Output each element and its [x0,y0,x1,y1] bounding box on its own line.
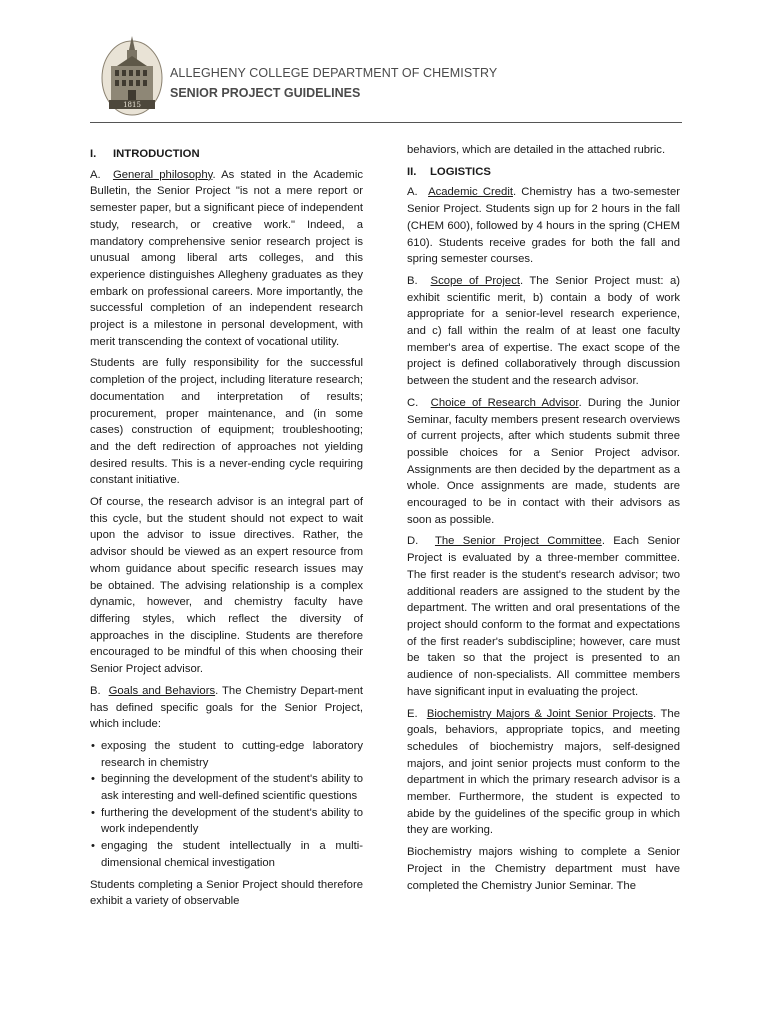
subheading-senior-project-committee: The Senior Project Committee [434,535,602,548]
section-heading-logistics [407,164,680,181]
department-title: ALLEGHENY COLLEGE DEPARTMENT OF CHEMISTRY [170,66,498,80]
paragraph-advisor-role: Of course, the research advisor is an integral part of this cycle, but the student should not expect to wait upon the advisor to issue directives. Rather, the advisor should be viewed as an expert resource from whom guidance about specific research issues may be obtained. The advising relationship is a complex dynamic, however, and chemistry faculty have differing styles, which reflect the diversity of approaches in the discipline. Students are therefore encouraged to be mindful of this when choosing their Senior Project advisor. [90,496,363,676]
item-label: C. [407,396,419,409]
list-item: • furthering the development of the student's ability to work independently [90,805,363,838]
subheading-general-philosophy: General philosophy [112,168,213,181]
paragraph-senior-project-committee [407,533,680,700]
list-item: • exposing the student to cutting-edge laboratory research in chemistry [90,738,363,771]
paragraph-goals-behaviors [90,683,363,733]
paragraph-text: . Each Senior Project is evaluated by a three-member committee. The first reader is the student's research advisor; two additional readers are assigned to the student by the department. The written and oral presentations of the project should conform to the format and expectations of the first reader's subdiscipline; however, care must be taken so that the project is presented to an audience of non-specialists. All committee members have significant input in evaluating the project. [407,535,680,698]
paragraph-general-philosophy [90,167,363,351]
college-seal-logo [101,32,163,116]
document-title: SENIOR PROJECT GUIDELINES [170,86,361,100]
right-column [407,142,680,899]
item-label: A. [407,186,418,199]
subheading-biochemistry-majors: Biochemistry Majors & Joint Senior Projects [426,707,654,720]
paragraph-junior-seminar: Biochemistry majors wishing to complete a Senior Project in the Chemistry department must have completed the Chemistry Junior Seminar. The [407,846,680,892]
paragraph-biochemistry-majors [407,706,680,840]
list-item: • beginning the development of the student's ability to ask interesting and well-defined scientific questions [90,771,363,804]
subheading-choice-of-advisor: Choice of Research Advisor [430,396,579,409]
goals-list [90,738,363,872]
paragraph-continued: behaviors, which are detailed in the attached rubric. [407,144,666,156]
item-label: E. [407,707,418,720]
subheading-goals-behaviors: Goals and Behaviors [108,684,216,697]
section-number: II. [407,165,417,178]
paragraph-text: . The goals, behaviors, appropriate topics, and meeting schedules of biochemistry majors, self-designed majors, and joint senior projects must conform to the department in which the primary research advisor is a member. Furthermore, the student is expected to abide by the guidelines of the specific group in which they are working. [407,707,680,837]
paragraph-text: . During the Junior Seminar, faculty members present research overviews of current projects, after which students submit three possible choices for a Senior Project advisor. Assignments are then decided by the department as a whole. Once assignments are made, students are encouraged to be in contact with their advisors as soon as possible. [407,396,680,526]
logo-year: 1815 [123,101,141,109]
paragraph-text: . The Chemistry Depart-ment has defined specific goals for the Senior Project, which include: [90,684,364,731]
paragraph-scope-of-project [407,273,680,390]
paragraph-text: . As stated in the Academic Bulletin, the Senior Project "is not a mere report or semester paper, but a significant piece of independent study, research, or creative work." Indeed, a mandatory comprehensive senior research project is unusual among liberal arts colleges, and this experience distinguishes Allegheny graduates as they embark on professional careers. More importantly, the successful completion of an independent research project is a milestone in personal development, with merit transcending the context of vocational utility. [90,168,363,348]
paragraph-choice-of-advisor [407,395,680,529]
subheading-scope-of-project: Scope of Project [430,274,521,287]
header-divider [90,122,682,123]
section-title: INTRODUCTION [113,148,200,160]
paragraph-text: . The Senior Project must: a) exhibit scientific merit, b) contain a body of work appropriate for a senior-level research experience, and c) fall within the realm of at least one faculty member's area of expertise. The exact scope of the project is defined collaboratively through discussion between the student and the research advisor. [407,274,681,388]
paragraph-text: . Chemistry has a two-semester Senior Project. Students sign up for 2 hours in the fall (CHEM 600), followed by 4 hours in the spring (CHEM 610). Students receive grades for both the fall and spring semester courses. [407,186,680,266]
paragraph-responsibility: Students are fully responsibility for the successful completion of the project, including literature research; documentation and interpretation of results; procurement, proper maintenance, and (in some cases) construction of equipment; troubleshooting; and the deft redirection of approaches not yielding desired results. This is a never-ending cycle requiring constant initiative. [90,357,363,487]
item-label: A. [90,168,101,181]
paragraph-academic-credit [407,184,680,268]
item-label: B. [90,684,101,697]
paragraph-observable-behaviors: Students completing a Senior Project should therefore exhibit a variety of observable [90,878,363,908]
item-label: B. [407,274,418,287]
list-item: • engaging the student intellectually in a multi-dimensional chemical investigation [90,838,363,871]
section-title: LOGISTICS [430,165,491,178]
item-label: D. [407,535,419,548]
section-number: I. [90,148,97,160]
section-heading-introduction [90,146,363,163]
left-column [90,142,363,915]
subheading-academic-credit: Academic Credit [428,186,513,199]
